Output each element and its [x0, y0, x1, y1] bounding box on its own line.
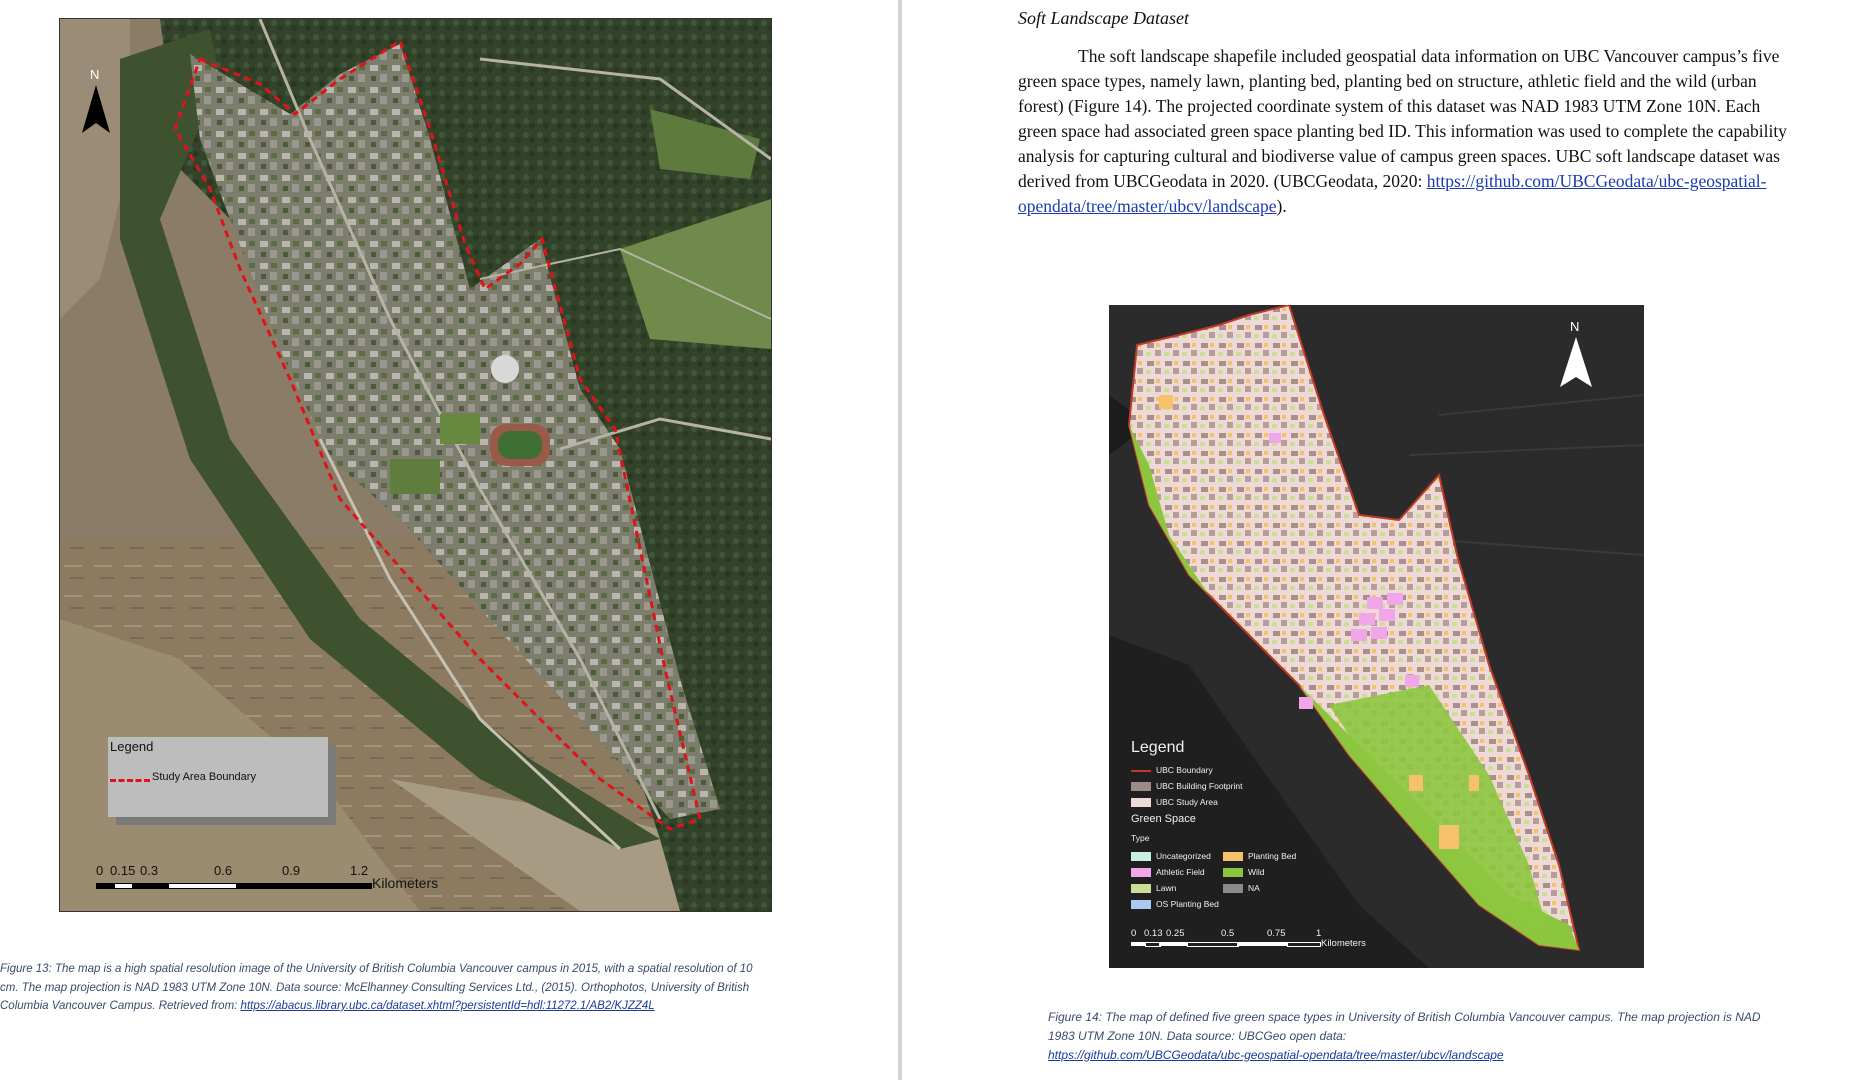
north-arrow-icon [78, 67, 114, 147]
scale-label: 0.15 [110, 863, 136, 878]
legend-item-label: Study Area Boundary [152, 771, 256, 783]
figure-14-caption [1048, 1008, 1768, 1065]
legend-item-label: Lawn [1156, 883, 1177, 893]
scale-label: 0.6 [214, 863, 233, 878]
figure-14-green-space-map [1109, 305, 1644, 968]
legend-item-uncategorized [1131, 851, 1211, 861]
figure-13-aerial-map [59, 18, 772, 912]
paragraph-link[interactable]: https://github.com/UBCGeodata/ubc-geospatial-opendata/tree/master/ubcv/landscape [1018, 171, 1767, 216]
legend-item-label: Uncategorized [1156, 851, 1211, 861]
scale-label: 0.75 [1267, 928, 1286, 939]
paragraph-text: The soft landscape shapefile included geospatial data information on UBC Vancouver campus’s five green space types, namely lawn, planting bed, planting bed on structure, athletic field and the wild (urban forest) (Figure 14). The projected coordinate system of this dataset was NAD 1983 UTM Zone 10N. Each green space had associated green space planting bed ID. This information was used to complete the capability analysis for capturing cultural and biodiverse value of campus green spaces. UBC soft landscape dataset was derived from UBCGeodata in 2020. (UBCGeodata, 2020: [1018, 46, 1787, 191]
caption-link[interactable]: https://github.com/UBCGeodata/ubc-geospatial-opendata/tree/master/ubcv/landscape [1048, 1048, 1504, 1062]
figure-13-caption [0, 960, 770, 1016]
legend-item-label: UBC Study Area [1156, 797, 1218, 807]
scale-label: 0 [1131, 928, 1137, 939]
legend-item-na [1223, 883, 1260, 893]
legend-item-building-footprint [1131, 781, 1242, 791]
legend-title: Legend [110, 739, 154, 754]
scale-label: 1.2 [350, 863, 369, 878]
legend-title: Legend [1131, 739, 1185, 756]
section-title: Soft Landscape Dataset [1018, 8, 1189, 28]
legend-item-os-planting-bed [1131, 899, 1219, 909]
legend-item-label: Planting Bed [1248, 851, 1297, 861]
caption-text: Figure 13: The map is a high spatial resolution image of the University of British Columbia Vancouver campus in 2015, with a spatial resolution of 10 cm. The map projection is NAD 1983 UTM Zone 10N. Data source: McElhanney Consulting Services Ltd., (2015). Orthophotos, University of British Columbia Vancouver Campus. Retrieved from: [0, 963, 753, 1012]
boundary-line-swatch [110, 779, 150, 782]
legend-item-study-area [1131, 797, 1218, 807]
scale-label: 0.5 [1221, 928, 1235, 939]
north-label: N [1570, 319, 1580, 334]
scale-label: 0.25 [1166, 928, 1185, 939]
paragraph-end: ). [1276, 196, 1287, 216]
scale-unit: Kilometers [372, 875, 439, 891]
scale-label: 0.3 [140, 863, 159, 878]
scale-label: 0.13 [1144, 928, 1163, 939]
caption-link[interactable]: https://abacus.library.ubc.ca/dataset.xhtml?persistentId=hdl:11272.1/AB2/KJZZ4L [240, 1000, 655, 1012]
scale-label: 0.9 [282, 863, 301, 878]
scale-bar [96, 863, 439, 901]
body-paragraph [1018, 44, 1788, 219]
legend-item-athletic-field [1131, 867, 1205, 877]
legend-item-planting-bed [1223, 851, 1296, 861]
right-page [902, 0, 1863, 1080]
legend-item-boundary [1131, 765, 1213, 775]
legend-item-wild [1223, 867, 1265, 877]
legend-item-label: NA [1248, 883, 1260, 893]
legend-item-label: UBC Building Footprint [1156, 781, 1243, 791]
left-page [0, 0, 898, 1080]
legend-item-label: OS Planting Bed [1156, 899, 1219, 909]
legend-item-label: UBC Boundary [1156, 765, 1213, 775]
legend [1131, 739, 1381, 909]
scale-unit: Kilometers [1321, 938, 1366, 949]
type-heading: Type [1131, 833, 1150, 843]
legend [108, 737, 328, 817]
scale-label: 1 [1316, 928, 1322, 939]
green-space-heading: Green Space [1131, 813, 1196, 825]
legend-item-label: Athletic Field [1156, 867, 1205, 877]
north-arrow-icon [1556, 335, 1596, 395]
scale-label: 0 [96, 863, 104, 878]
legend-item-lawn [1131, 883, 1176, 893]
legend-item-label: Wild [1248, 867, 1265, 877]
caption-text: Figure 14: The map of defined five green space types in University of British Columbia Vancouver campus. The map projection is NAD 1983 UTM Zone 10N. Data source: UBCGeo open data: [1048, 1010, 1761, 1043]
north-label: N [90, 67, 100, 82]
